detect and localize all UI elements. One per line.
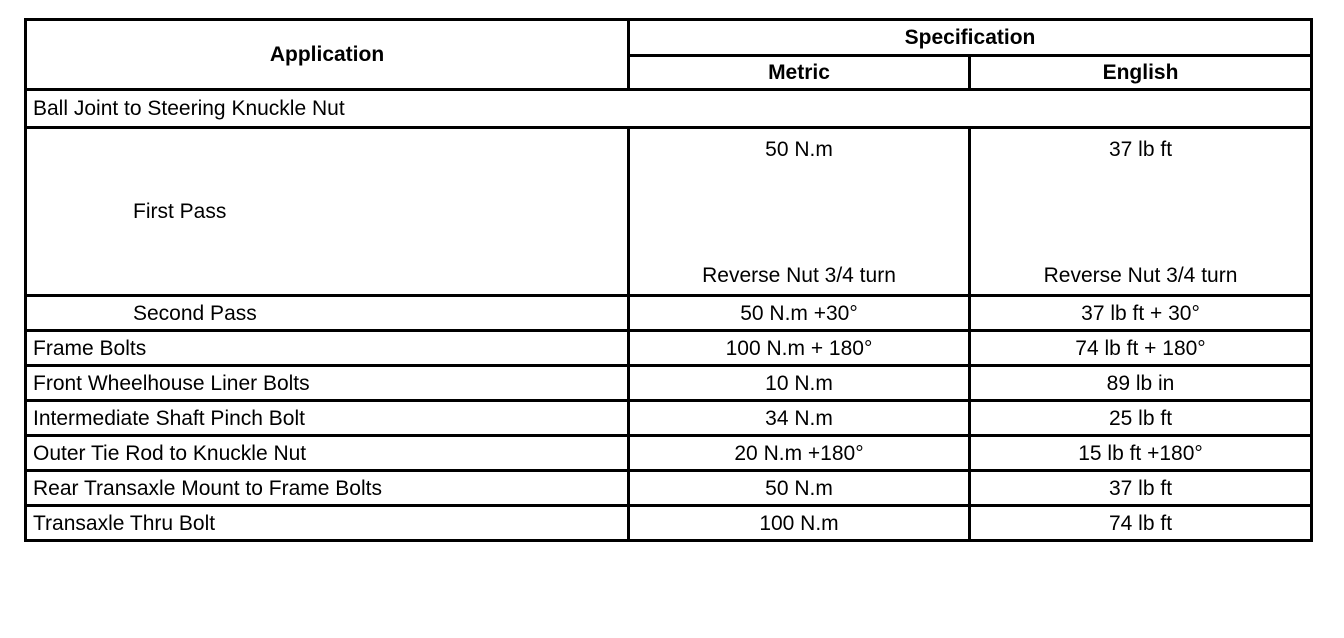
application-cell: Intermediate Shaft Pinch Bolt [26,401,629,436]
metric-cell: 34 N.m [629,401,970,436]
metric-cell: 100 N.m + 180° [629,331,970,366]
header-metric: Metric [629,56,970,90]
header-english: English [970,56,1312,90]
table-row [26,366,1312,401]
english-cell: 89 lb in [970,366,1312,401]
application-cell: Transaxle Thru Bolt [26,506,629,541]
header-application: Application [26,20,629,90]
application-cell: Rear Transaxle Mount to Frame Bolts [26,471,629,506]
first-pass-english [970,128,1312,296]
english-cell: 15 lb ft +180° [970,436,1312,471]
application-cell: Front Wheelhouse Liner Bolts [26,366,629,401]
section-label: Ball Joint to Steering Knuckle Nut [26,90,1312,128]
section-row [26,90,1312,128]
metric-cell: 10 N.m [629,366,970,401]
table-row [26,506,1312,541]
english-cell: 37 lb ft [970,471,1312,506]
first-pass-metric [629,128,970,296]
header-specification: Specification [629,20,1312,56]
first-pass-english-turn: Reverse Nut 3/4 turn [1043,264,1238,287]
table-row [26,436,1312,471]
metric-cell: 20 N.m +180° [629,436,970,471]
torque-spec-table [24,18,1313,542]
table-row [26,401,1312,436]
application-cell: Second Pass [26,296,629,331]
english-cell: 25 lb ft [970,401,1312,436]
table-row [26,296,1312,331]
metric-cell: 50 N.m +30° [629,296,970,331]
metric-cell: 100 N.m [629,506,970,541]
table-row [26,331,1312,366]
english-cell: 37 lb ft + 30° [970,296,1312,331]
table-row [26,128,1312,296]
table-row [26,471,1312,506]
first-pass-english-torque: 37 lb ft [1108,138,1173,161]
english-cell: 74 lb ft + 180° [970,331,1312,366]
metric-cell: 50 N.m [629,471,970,506]
application-cell: Outer Tie Rod to Knuckle Nut [26,436,629,471]
english-cell: 74 lb ft [970,506,1312,541]
first-pass-label: First Pass [26,128,629,296]
first-pass-metric-turn: Reverse Nut 3/4 turn [702,264,896,287]
first-pass-metric-torque: 50 N.m [765,138,833,161]
application-cell: Frame Bolts [26,331,629,366]
